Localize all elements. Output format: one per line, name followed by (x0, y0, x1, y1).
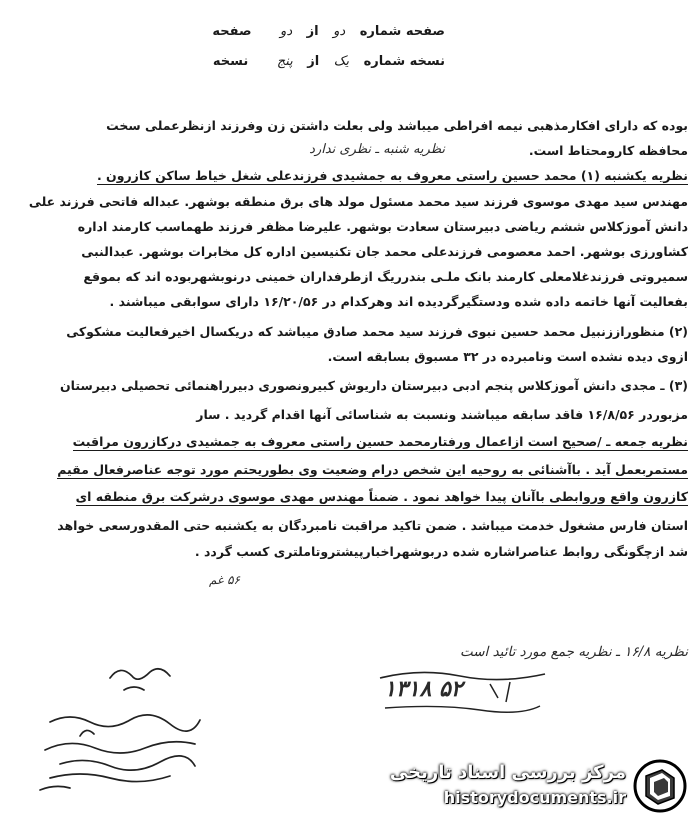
copy-suffix: نسخه (212, 54, 249, 69)
handwritten-sign-mark: ۵۶ غم (209, 573, 240, 587)
copy-of-value: پنج (276, 54, 293, 69)
page-number-label: صفحه شماره (359, 24, 445, 39)
page-number-value: دو (333, 24, 346, 39)
handwritten-signature-icon (20, 660, 220, 800)
page-of-value: دو (280, 24, 293, 39)
handwritten-note-confirm: نظریه ۱۶/۸ ـ نظریه جمع مورد تائید است (459, 644, 688, 660)
watermark (389, 758, 688, 814)
watermark-url: historydocuments.ir (443, 788, 626, 807)
copy-number-value: یک (333, 54, 350, 69)
page-of-label: از (306, 24, 319, 39)
page-suffix: صفحه (212, 24, 252, 39)
copy-of-label: از (307, 54, 320, 69)
signatures-area (20, 660, 220, 800)
body-line-15 (76, 489, 688, 504)
body-line-10: ازوی دیده نشده است ونامبرده در ۳۲ مسبوق بسابقه است. (327, 349, 688, 364)
body-line-2: محافظه کارومحتاط است. (528, 143, 688, 158)
page-number-line (212, 24, 445, 39)
body-line-9: (۲) منظوراززنبیل محمد حسین نبوی فرزند سید محمد صادق میباشد که دریکسال اخیرفعالیت مشکوکی (66, 324, 688, 339)
body-line-13 (73, 434, 688, 449)
body-line-17: شد ازچگونگی روابط عناصراشاره شده دربوشهراخبارپیشتروتاملتری کسب گردد . (194, 544, 688, 559)
handwritten-stamp (360, 660, 560, 720)
archive-logo-icon (632, 758, 688, 814)
body-line-1: بوده که دارای افکارمذهبی نیمه افراطی میباشد ولی بعلت داشتن زن وفرزند ازنظرعملی سخت (106, 118, 688, 133)
watermark-title: مرکز بررسی اسناد تاریخی (389, 762, 626, 783)
copy-number-label: نسخه شماره (363, 54, 445, 69)
body-line-6: کشاورزی بوشهر. احمد معصومی فرزندعلی محمد جان تکنیسین اداره کل مخابرات بوشهر. عبدالنبی (81, 244, 688, 259)
body-line-8: بفعالیت آنها خاتمه داده شده ودستگیرگردیده اند وهرکدام در ۱۶/۲۰/۵۶ دارای سوابقی میباشند . (109, 294, 688, 309)
body-line-7: سمیروتی فرزندغلامعلی کارمند بانک ملـی بندرریگ ازطرفداران خمینی درنوبشهربوده اند که بموقع (83, 269, 688, 284)
body-line-14 (57, 462, 688, 477)
stamp-numbers: ۵۲ ۱۳۱۸ (384, 676, 463, 702)
handwritten-note-saturday: نظریه شنبه ـ نظری ندارد (309, 142, 445, 157)
underlined-sunday-opinion: نظریه یکشنبه (۱) محمد حسین راستی معروف به جمشیدی فرزندعلی شغل خیاط ساکن کازرون . (96, 168, 688, 183)
underlined-kazerun-line: کازرون واقع وروابطی باآنان پیدا خواهد نمود . ضمناً مهندس مهدی موسوی درشرکت برق منطقه ای (75, 489, 688, 504)
body-line-4: مهندس سید مهدی موسوی فرزند سید محمد مسئول مولد های برق منطقه بوشهر. عبداله فاتحی فرزند علی (28, 194, 688, 209)
body-line-11: (۳) ـ مجدی دانش آموزکلاس پنجم ادبی دبیرستان داریوش کبیرونصوری دبیرراهنمائی تحصیلی دبیرستان (60, 378, 688, 393)
body-line-16: استان فارس مشغول خدمت میباشد . ضمن تاکید مراقبت نامبردگان به یکشنبه حتی المقدورسعی خواهد (57, 518, 688, 533)
underlined-friday-opinion: نظریه جمعه ـ /صحیح است ازاعمال ورفتارمحمد حسین راستی معروف به جمشیدی درکازرون مراقبت (72, 434, 688, 449)
body-line-3 (97, 168, 688, 183)
underlined-continuation: مستمربعمل آید . باآشنائی به روحیه این شخص درام وضعیت وی بطوریحتم مورد توجه عناصرفعال مقیم (57, 462, 688, 477)
body-line-5: دانش آموزکلاس ششم ریاضی دبیرستان سعادت بوشهر. علیرضا مظفر فرزند طهماسب کارمند اداره (77, 219, 688, 234)
copy-number-line (213, 54, 445, 69)
body-line-12: مزبوردر ۱۶/۸/۵۶ فاقد سابقه میباشند ونسبت به شناسائی آنها اقدام گردید . سار (196, 407, 688, 422)
